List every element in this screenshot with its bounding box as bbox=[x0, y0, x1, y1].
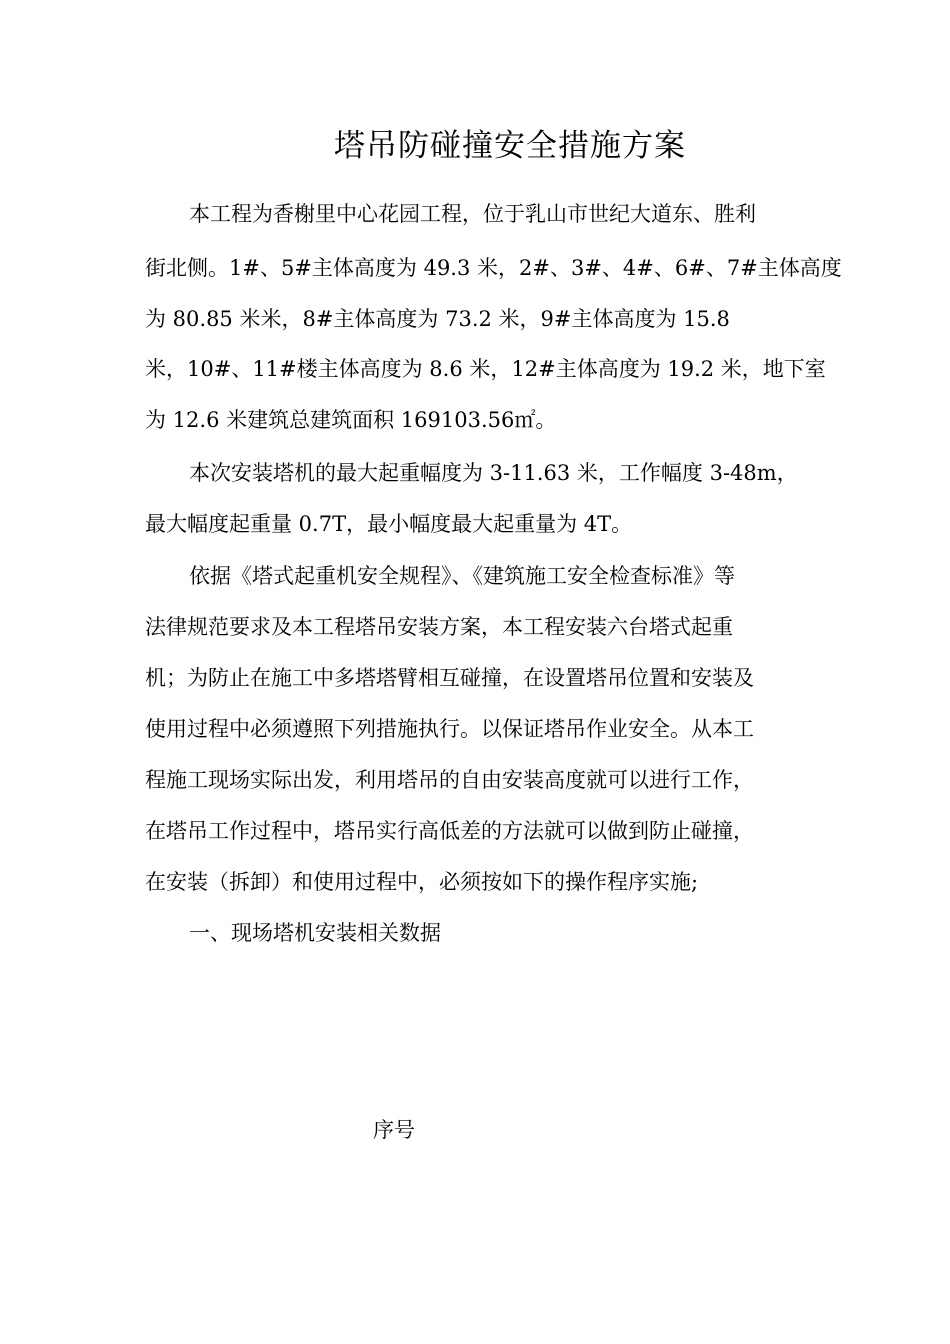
paragraph-line: 程施工现场实际出发，利用塔吊的自由安装高度就可以进行工作， bbox=[145, 768, 754, 792]
paragraph-line: 在塔吊工作过程中，塔吊实行高低差的方法就可以做到防止碰撞， bbox=[145, 819, 754, 843]
document-title: 塔吊防碰撞安全措施方案 bbox=[334, 128, 686, 164]
section-heading: 一、现场塔机安装相关数据 bbox=[189, 921, 441, 945]
paragraph-line: 本工程为香榭里中心花园工程，位于乳山市世纪大道东、胜利 bbox=[189, 202, 756, 226]
paragraph-line: 米，10#、11#楼主体高度为 8.6 米，12#主体高度为 19.2 米，地下室 bbox=[145, 357, 826, 381]
paragraph-line: 本次安装塔机的最大起重幅度为 3-11.63 米，工作幅度 3-48m， bbox=[189, 461, 798, 485]
table-header-cell: 序号 bbox=[373, 1118, 415, 1142]
paragraph-line: 为 80.85 米米，8#主体高度为 73.2 米，9#主体高度为 15.8 bbox=[145, 307, 730, 331]
paragraph-line: 为 12.6 米建筑总建筑面积 169103.56㎡。 bbox=[145, 408, 557, 432]
paragraph-line: 依据《塔式起重机安全规程》、《建筑施工安全检查标准》等 bbox=[189, 564, 735, 588]
paragraph-line: 最大幅度起重量 0.7T，最小幅度最大起重量为 4T。 bbox=[145, 512, 633, 536]
paragraph-line: 机；为防止在施工中多塔塔臂相互碰撞，在设置塔吊位置和安装及 bbox=[145, 666, 754, 690]
paragraph-line: 使用过程中必须遵照下列措施执行。以保证塔吊作业安全。从本工 bbox=[145, 717, 754, 741]
paragraph-line: 法律规范要求及本工程塔吊安装方案，本工程安装六台塔式起重 bbox=[145, 615, 733, 639]
paragraph-line: 在安装（拆卸）和使用过程中，必须按如下的操作程序实施; bbox=[145, 870, 699, 894]
paragraph-line: 街北侧。1#、5#主体高度为 49.3 米，2#、3#、4#、6#、7#主体高度 bbox=[145, 256, 842, 280]
